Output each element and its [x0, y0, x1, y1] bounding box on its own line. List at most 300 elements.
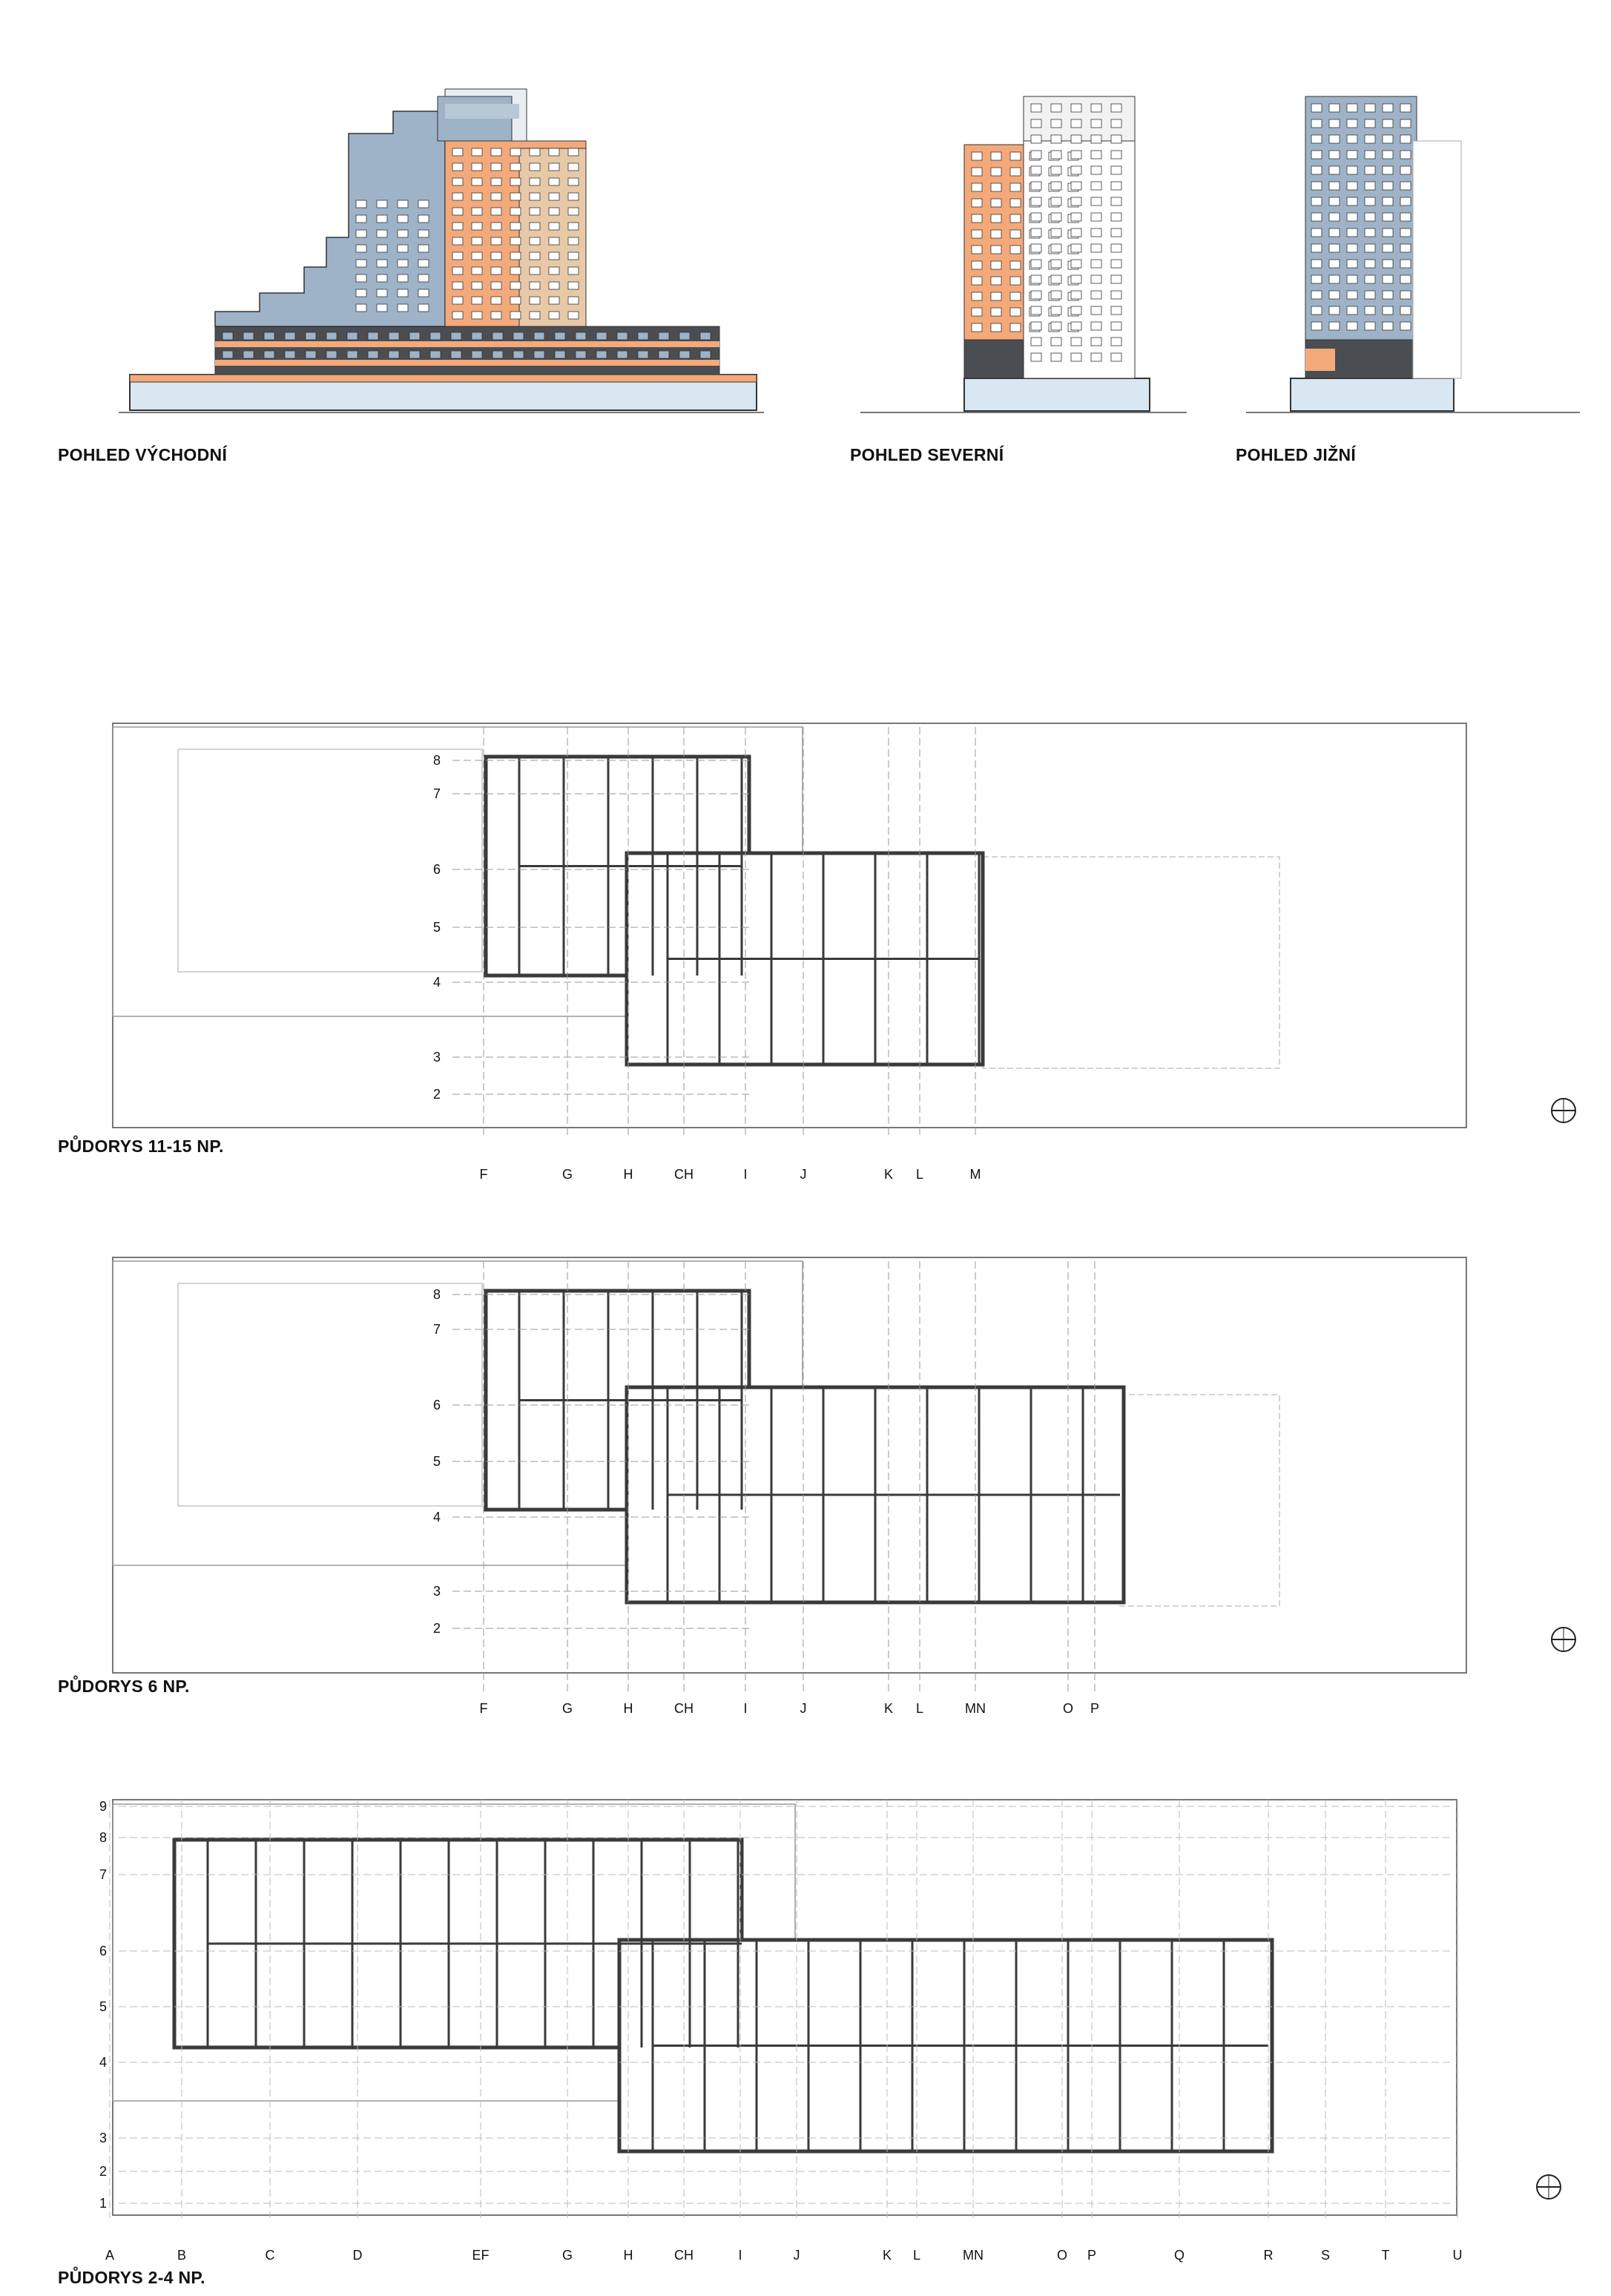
column-axis-label: L: [912, 2248, 921, 2263]
window: [1311, 104, 1322, 112]
column-axis-label: MN: [965, 1701, 986, 1716]
window: [492, 332, 503, 340]
window: [1071, 197, 1081, 205]
window: [972, 261, 982, 269]
window: [1311, 119, 1322, 128]
window: [991, 292, 1001, 300]
window: [1329, 166, 1340, 174]
window: [1010, 230, 1021, 238]
window: [530, 252, 540, 260]
window: [1347, 260, 1357, 268]
window: [491, 163, 501, 171]
window: [1329, 119, 1340, 128]
window: [1031, 228, 1041, 237]
column-axis-label: C: [265, 2248, 275, 2263]
window: [1347, 182, 1357, 190]
window: [1091, 166, 1101, 174]
row-axis-label: 2: [433, 1621, 441, 1636]
window: [1383, 104, 1393, 112]
window: [377, 260, 387, 267]
window: [1010, 308, 1021, 316]
row-axis-label: 7: [99, 1867, 108, 1882]
window: [1400, 260, 1411, 268]
window: [991, 323, 1001, 332]
column-axis-label: H: [623, 2248, 633, 2263]
window: [1031, 338, 1041, 346]
window: [491, 297, 501, 304]
window: [418, 200, 429, 208]
window: [1383, 244, 1393, 252]
column-axis-label: M: [969, 1167, 981, 1182]
window: [1031, 119, 1041, 128]
window: [991, 183, 1001, 191]
window: [555, 332, 565, 340]
window: [596, 332, 607, 340]
window: [1311, 244, 1322, 252]
window: [991, 277, 1001, 285]
window: [1091, 228, 1101, 237]
column-axis-label: O: [1056, 2248, 1068, 2263]
window: [1400, 119, 1411, 128]
window: [1329, 260, 1340, 268]
window: [1031, 135, 1041, 143]
window: [1111, 275, 1121, 283]
window: [1010, 323, 1021, 332]
window: [1365, 322, 1375, 330]
window: [472, 312, 482, 319]
window: [1347, 306, 1357, 315]
window: [1010, 214, 1021, 223]
window: [1111, 166, 1121, 174]
window: [452, 237, 463, 245]
window: [1010, 183, 1021, 191]
window: [549, 312, 559, 319]
column-axis-label: R: [1263, 2248, 1274, 2263]
window: [1091, 213, 1101, 221]
window: [491, 178, 501, 185]
window: [1051, 119, 1061, 128]
window: [1010, 199, 1021, 207]
window: [568, 282, 579, 289]
plan-11-15-column-axes: [0, 1167, 1611, 1185]
window: [306, 351, 316, 358]
window: [377, 230, 387, 237]
window: [1383, 197, 1393, 205]
window: [638, 332, 648, 340]
window: [510, 148, 521, 156]
window: [1071, 151, 1081, 159]
window: [1365, 151, 1375, 159]
window: [534, 332, 544, 340]
window: [549, 267, 559, 274]
window: [1400, 275, 1411, 283]
view-label-east: POHLED VÝCHODNÍ: [58, 445, 228, 464]
window: [1051, 166, 1061, 174]
window: [1383, 166, 1393, 174]
window: [991, 199, 1001, 207]
window: [549, 208, 559, 215]
window: [1010, 152, 1021, 160]
window: [1111, 213, 1121, 221]
row-axis-label: 4: [433, 975, 441, 990]
window: [1365, 213, 1375, 221]
column-axis-label: D: [352, 2248, 363, 2263]
window: [1383, 213, 1393, 221]
window: [991, 230, 1001, 238]
window: [991, 308, 1001, 316]
window: [510, 208, 521, 215]
window: [568, 163, 579, 171]
window: [1347, 213, 1357, 221]
window: [510, 297, 521, 304]
row-axis-label: 2: [433, 1087, 441, 1102]
window: [1383, 228, 1393, 237]
window: [356, 289, 366, 297]
window: [1091, 322, 1101, 330]
window: [418, 274, 429, 282]
window: [576, 332, 586, 340]
window: [1329, 151, 1340, 159]
window: [223, 332, 233, 340]
window: [549, 223, 559, 230]
window: [1311, 228, 1322, 237]
window: [1051, 338, 1061, 346]
column-axis-label: I: [743, 1701, 748, 1716]
window: [1365, 104, 1375, 112]
window: [1347, 135, 1357, 143]
window: [1051, 228, 1061, 237]
window: [491, 208, 501, 215]
window: [1347, 228, 1357, 237]
window: [356, 274, 366, 282]
window: [1010, 246, 1021, 254]
window: [418, 304, 429, 312]
window: [679, 351, 690, 358]
window: [1365, 197, 1375, 205]
window: [1365, 135, 1375, 143]
window: [576, 351, 586, 358]
window: [1311, 135, 1322, 143]
window: [510, 312, 521, 319]
view-label-south: POHLED JIŽNÍ: [1236, 445, 1357, 464]
column-axis-label: J: [800, 1701, 807, 1716]
window: [530, 148, 540, 156]
window: [972, 277, 982, 285]
window: [1329, 182, 1340, 190]
window: [1329, 275, 1340, 283]
window: [491, 148, 501, 156]
window: [1365, 291, 1375, 299]
plan-label-11-15: PŮDORYS 11-15 NP.: [58, 1137, 224, 1156]
window: [1051, 135, 1061, 143]
window: [1311, 306, 1322, 315]
window: [452, 178, 463, 185]
window: [513, 351, 524, 358]
column-axis-label: CH: [674, 1167, 694, 1182]
row-axis-label: 5: [433, 1454, 441, 1469]
window: [1347, 119, 1357, 128]
window: [549, 297, 559, 304]
window: [991, 214, 1001, 223]
window: [491, 237, 501, 245]
window: [617, 332, 627, 340]
window: [972, 152, 982, 160]
window: [1111, 322, 1121, 330]
row-axis-label: 8: [433, 1287, 441, 1302]
window: [549, 282, 559, 289]
plan-label-6: PŮDORYS 6 NP.: [58, 1677, 190, 1696]
window: [568, 208, 579, 215]
window: [1400, 104, 1411, 112]
window: [1010, 292, 1021, 300]
window: [1365, 182, 1375, 190]
column-axis-label: I: [743, 1167, 748, 1182]
window: [1051, 353, 1061, 361]
column-axis-label: L: [915, 1167, 924, 1182]
window: [1071, 182, 1081, 190]
window: [1311, 182, 1322, 190]
east-elevation: [119, 89, 764, 412]
window: [1400, 135, 1411, 143]
window: [510, 193, 521, 200]
south-elevation: [1246, 96, 1580, 412]
column-axis-label: K: [882, 2248, 892, 2263]
window: [472, 252, 482, 260]
window: [1400, 228, 1411, 237]
column-axis-label: Q: [1173, 2248, 1185, 2263]
window: [1091, 182, 1101, 190]
window: [1365, 260, 1375, 268]
window: [700, 351, 711, 358]
window: [326, 351, 337, 358]
column-axis-label: S: [1320, 2248, 1331, 2263]
row-axis-label: 2: [99, 2164, 108, 2179]
window: [1400, 291, 1411, 299]
window: [1329, 291, 1340, 299]
window: [347, 351, 358, 358]
window: [1071, 135, 1081, 143]
window: [1091, 197, 1101, 205]
window: [1071, 353, 1081, 361]
row-axis-label: 7: [433, 1322, 441, 1337]
window: [452, 223, 463, 230]
floor-plan-6: [0, 1246, 1611, 1721]
window: [1311, 197, 1322, 205]
window: [1383, 291, 1393, 299]
column-axis-label: G: [561, 1167, 573, 1182]
window: [1400, 322, 1411, 330]
window: [1329, 306, 1340, 315]
window: [243, 332, 254, 340]
window: [398, 274, 408, 282]
window: [659, 351, 669, 358]
window: [1347, 104, 1357, 112]
window: [264, 351, 274, 358]
window: [1051, 275, 1061, 283]
window: [1071, 104, 1081, 112]
window: [659, 332, 669, 340]
window: [1051, 197, 1061, 205]
window: [1111, 151, 1121, 159]
window: [418, 215, 429, 223]
window: [1031, 260, 1041, 268]
window: [530, 297, 540, 304]
column-axis-label: P: [1087, 2248, 1097, 2263]
window: [1365, 166, 1375, 174]
window: [1091, 275, 1101, 283]
window: [972, 230, 982, 238]
window: [356, 260, 366, 267]
window: [549, 193, 559, 200]
window: [418, 289, 429, 297]
window: [1400, 213, 1411, 221]
window: [491, 252, 501, 260]
window: [1311, 260, 1322, 268]
window: [1383, 182, 1393, 190]
window: [398, 304, 408, 312]
window: [991, 261, 1001, 269]
window: [472, 208, 482, 215]
window: [568, 252, 579, 260]
window: [389, 351, 399, 358]
window: [972, 323, 982, 332]
window: [377, 200, 387, 208]
window: [492, 351, 503, 358]
row-axis-label: 7: [433, 786, 441, 801]
window: [1051, 260, 1061, 268]
window: [617, 351, 627, 358]
window: [285, 332, 295, 340]
window: [1329, 135, 1340, 143]
row-axis-label: 8: [99, 1830, 108, 1845]
view-label-north: POHLED SEVERNÍ: [850, 445, 1004, 464]
column-axis-label: F: [479, 1167, 488, 1182]
window: [491, 267, 501, 274]
window: [452, 163, 463, 171]
column-axis-label: U: [1452, 2248, 1463, 2263]
window: [530, 312, 540, 319]
window: [472, 223, 482, 230]
window: [430, 332, 441, 340]
column-axis-label: F: [479, 1701, 488, 1716]
window: [1071, 260, 1081, 268]
window: [1383, 306, 1393, 315]
window: [451, 351, 461, 358]
window: [418, 245, 429, 252]
window: [1400, 166, 1411, 174]
window: [377, 245, 387, 252]
window: [1347, 275, 1357, 283]
window: [451, 332, 461, 340]
row-axis-label: 5: [99, 1999, 108, 2014]
window: [549, 178, 559, 185]
window: [1311, 151, 1322, 159]
window: [1031, 213, 1041, 221]
column-axis-label: CH: [674, 2248, 694, 2263]
window: [1071, 291, 1081, 299]
window: [549, 148, 559, 156]
window: [356, 230, 366, 237]
window: [1031, 166, 1041, 174]
column-axis-label: G: [561, 2248, 573, 2263]
window: [472, 282, 482, 289]
window: [472, 351, 482, 358]
row-axis-label: 3: [99, 2131, 108, 2145]
window: [568, 312, 579, 319]
window: [1329, 322, 1340, 330]
window: [568, 267, 579, 274]
row-axis-label: 6: [433, 1398, 441, 1412]
window: [472, 267, 482, 274]
window: [1031, 275, 1041, 283]
window: [1311, 166, 1322, 174]
window: [452, 148, 463, 156]
window: [568, 223, 579, 230]
window: [491, 223, 501, 230]
window: [1347, 166, 1357, 174]
window: [1091, 291, 1101, 299]
window: [1365, 306, 1375, 315]
window: [555, 351, 565, 358]
window: [1031, 182, 1041, 190]
window: [1311, 322, 1322, 330]
window: [1091, 104, 1101, 112]
window: [1051, 322, 1061, 330]
window: [1400, 182, 1411, 190]
window: [991, 152, 1001, 160]
window: [1071, 228, 1081, 237]
column-axis-label: T: [1381, 2248, 1390, 2263]
window: [1111, 228, 1121, 237]
window: [568, 297, 579, 304]
window: [991, 246, 1001, 254]
window: [418, 230, 429, 237]
row-axis-label: 9: [99, 1799, 108, 1814]
window: [1051, 244, 1061, 252]
window: [472, 237, 482, 245]
window: [1311, 291, 1322, 299]
window: [1383, 151, 1393, 159]
window: [1329, 244, 1340, 252]
window: [491, 193, 501, 200]
row-axis-label: 6: [99, 1944, 108, 1958]
window: [1071, 306, 1081, 315]
column-axis-label: L: [915, 1701, 924, 1716]
window: [596, 351, 607, 358]
window: [368, 332, 378, 340]
window: [1010, 277, 1021, 285]
window: [1400, 244, 1411, 252]
window: [347, 332, 358, 340]
window: [1031, 197, 1041, 205]
window: [398, 245, 408, 252]
window: [530, 193, 540, 200]
window: [1051, 306, 1061, 315]
window: [1400, 306, 1411, 315]
column-axis-label: J: [793, 2248, 800, 2263]
window: [452, 252, 463, 260]
window: [326, 332, 337, 340]
window: [1031, 291, 1041, 299]
row-axis-label: 4: [99, 2055, 108, 2070]
window: [1071, 244, 1081, 252]
window: [398, 215, 408, 223]
window: [472, 193, 482, 200]
column-axis-label: H: [623, 1167, 633, 1182]
window: [1365, 119, 1375, 128]
window: [1111, 353, 1121, 361]
window: [472, 148, 482, 156]
